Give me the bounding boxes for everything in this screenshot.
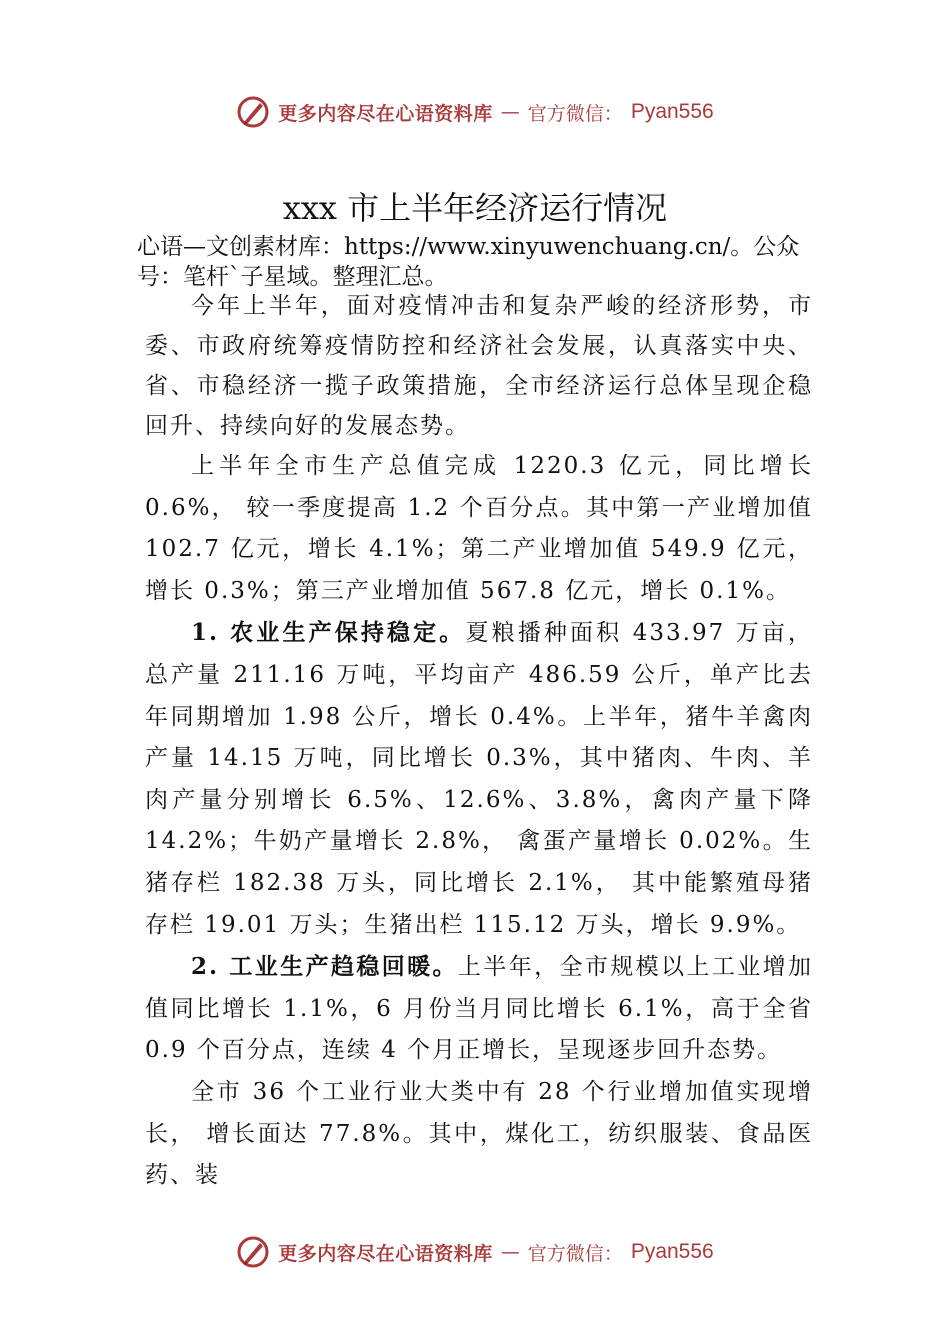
paragraph-text: 全市 36 个工业行业大类中有 28 个行业增加值实现增长， 增长面达 77.8%。其中，煤化工，纺织服装、食品医药、装	[145, 1078, 813, 1189]
banner-separator: —	[500, 101, 520, 123]
banner-slogan: 更多内容尽在心语资料库	[278, 102, 493, 125]
paragraph-text: 夏粮播种面积 433.97 万亩，总产量 211.16 万吨，平均亩产 486.59 公斤，单产比去年同期增加 1.98 公斤，增长 0.4%。上半年，猪牛羊禽肉产量 14.15 万吨，同比增长 0.3%，其中猪肉、牛肉、羊肉产量分别增长 6.5%、12.6%、3.8%，禽肉产量下降 14.2%；牛奶产量增长 2.8%， 禽蛋产量增长 0.02%。生猪存栏 182.38 万头，同比增长 2.1%， 其中能繁殖母猪存栏 19.01 万头；生猪出栏 115.12 万头，增长 9.9%。	[145, 620, 813, 938]
paragraph-industry	[145, 946, 813, 1072]
banner-wechat-id: Pyan556	[630, 1240, 714, 1263]
paragraph-agriculture	[145, 612, 813, 946]
paragraph-text: 上半年，全市规模以上工业增加值同比增长 1.1%，6 月份当月同比增长 6.1%，高于全省 0.9 个百分点，连续 4 个月正增长，呈现逐步回升态势。	[145, 954, 813, 1064]
paragraph-gdp	[145, 446, 813, 612]
paragraph-intro	[145, 286, 813, 446]
paragraph-text: 上半年全市生产总值完成 1220.3 亿元，同比增长 0.6%， 较一季度提高 1.2 个百分点。其中第一产业增加值 102.7 亿元，增长 4.1%；第二产业增加值 549.9 亿元，增长 0.3%；第三产业增加值 567.8 亿元，增长 0.1%。	[145, 453, 813, 604]
source-note: 心语—文创素材库：https://www.xinyuwenchuang.cn/。公众号：笔杆`子星域。整理汇总。	[137, 234, 800, 290]
pen-circle-logo-icon	[236, 95, 270, 129]
banner-slogan: 更多内容尽在心语资料库	[278, 1242, 493, 1265]
banner-wechat-label: 官方微信：	[527, 1242, 623, 1265]
header-banner	[0, 90, 950, 134]
banner-wechat-id: Pyan556	[630, 100, 714, 123]
section-heading: 1. 农业生产保持稳定。	[191, 619, 466, 647]
document-body	[145, 286, 813, 1197]
banner-separator: —	[500, 1241, 520, 1263]
paragraph-industry-sectors	[145, 1072, 813, 1197]
footer-banner	[0, 1230, 950, 1274]
pen-circle-logo-icon	[236, 1235, 270, 1269]
section-heading: 2. 工业生产趋稳回暖。	[191, 953, 458, 981]
paragraph-text: 今年上半年，面对疫情冲击和复杂严峻的经济形势，市委、市政府统筹疫情防控和经济社会发展，认真落实中央、省、市稳经济一揽子政策措施，全市经济运行总体呈现企稳回升、持续向好的发展态势。	[145, 293, 813, 439]
banner-wechat-label: 官方微信：	[527, 102, 623, 125]
document-title: xxx 市上半年经济运行情况	[282, 189, 668, 227]
